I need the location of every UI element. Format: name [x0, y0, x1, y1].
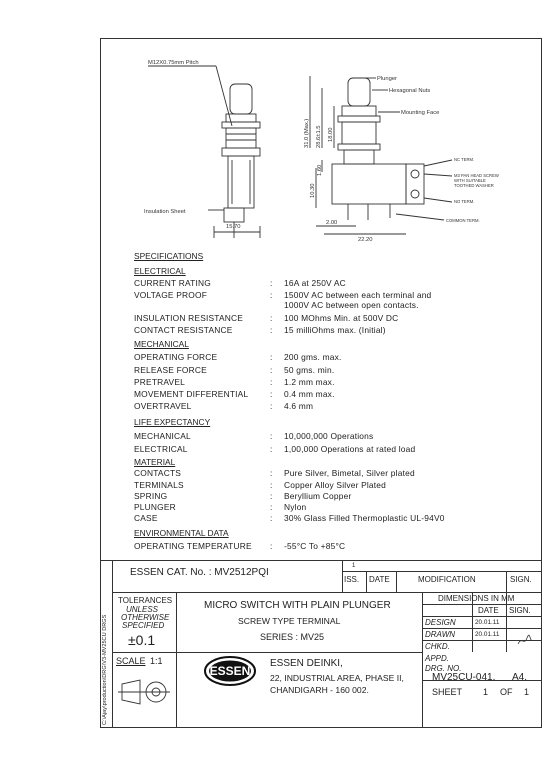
screw-note-line-2: WITH SUITABLE [454, 178, 486, 183]
dim-15-70: 15.70 [226, 224, 241, 230]
specified-label: SPECIFIED [122, 621, 165, 630]
projection-symbol-icon [116, 672, 172, 712]
drawing-title: MICRO SWITCH WITH PLAIN PLUNGER [204, 600, 391, 611]
catalog-number: ESSEN CAT. No. : MV2512PQI [130, 567, 269, 578]
drawing-number: MV25CU-041. [432, 672, 496, 683]
rev-sign-header: SIGN. [510, 575, 532, 584]
essen-logo [204, 656, 256, 686]
design-label: DESIGN [425, 618, 456, 627]
file-path-text: C:\Ajay\production\DRG\V3-MV25CU DRGS [102, 614, 108, 725]
sheet-number: 1 [483, 687, 489, 697]
drawn-label: DRAWN [425, 630, 456, 639]
approval-row-line [422, 604, 542, 605]
rev-table-row-line [342, 571, 542, 572]
signature-mark-icon [514, 630, 534, 650]
screw-note-line-3: TOOTHED WASHER [454, 183, 494, 188]
material-heading: MATERIAL [134, 457, 176, 467]
tolerance-value: ±0.1 [128, 632, 156, 648]
title-block-top-line [100, 560, 542, 561]
series-label: SERIES : MV25 [260, 632, 325, 642]
logo-text: ESSEN [209, 664, 251, 678]
rev-table-divider [396, 571, 397, 592]
scale-label: SCALE [116, 656, 146, 666]
dim-10-30: 10.30 [310, 183, 316, 198]
file-path-strip-line [112, 560, 113, 728]
mounting-face-label: Mounting Face [401, 110, 440, 116]
approval-sign-header: SIGN. [509, 606, 531, 615]
company-name: ESSEN DEINKI, [270, 658, 343, 669]
dim-18-00: 18.00 [328, 127, 334, 142]
plunger-label: Plunger [377, 76, 397, 82]
approval-box-divider [422, 592, 423, 728]
approval-row-line [422, 628, 542, 629]
rev-date-header: DATE [369, 575, 390, 584]
mechanical-heading: MECHANICAL [134, 339, 189, 349]
drawing-number-label: DRG. NO. [425, 664, 462, 673]
sheet-total: 1 [524, 687, 530, 697]
approval-date-header: DATE [478, 606, 499, 615]
modification-header: MODIFICATION [418, 575, 476, 584]
tolerance-box-divider [176, 592, 177, 728]
iss-header: ISS. [344, 575, 360, 584]
rev-table-divider [366, 571, 367, 592]
dimensions-in-mm: DIMENSIONS IN MM [438, 594, 515, 603]
environmental-heading: ENVIRONMENTAL DATA [134, 528, 229, 538]
specifications-heading: SPECIFICATIONS [134, 251, 204, 261]
rev-table-divider [506, 571, 507, 592]
nc-term-label: NC TERM. [454, 157, 475, 162]
design-date: 20.01.11 [475, 619, 500, 626]
company-address-line-1: 22, INDUSTRIAL AREA, PHASE II, [270, 673, 404, 683]
paper-size: A4. [512, 672, 528, 683]
sheet-label: SHEET [432, 687, 463, 697]
no-term-label: NO TERM. [454, 199, 475, 204]
dim-2-00: 2.00 [326, 220, 338, 226]
company-box-line [176, 652, 422, 653]
dim-1-60: 1.60 [317, 164, 323, 176]
approved-label: APPD. [425, 654, 450, 663]
otherwise-label: OTHERWISE [121, 613, 170, 622]
drawing-subtitle: SCREW TYPE TERMINAL [238, 616, 341, 626]
dim-28-6: 28.6±1.5 [316, 125, 322, 148]
life-expectancy-heading: LIFE EXPECTANCY [134, 417, 211, 427]
pitch-label: M12X0.75mm Pitch [148, 60, 199, 66]
company-address-line-2: CHANDIGARH - 160 002. [270, 685, 369, 695]
unless-label: UNLESS [126, 605, 159, 614]
switch-technical-drawing [110, 48, 540, 248]
scale-box-line [112, 652, 176, 653]
dim-31-max: 31.0 (Max.) [304, 118, 310, 148]
tolerances-label: TOLERANCES [118, 596, 173, 605]
rev-table-divider [342, 560, 343, 592]
hex-nuts-label: Hexagonal Nuts [389, 88, 431, 94]
of-label: OF [500, 687, 513, 697]
dim-22-20: 22.20 [358, 237, 373, 243]
drawn-date: 20.01.11 [475, 631, 500, 638]
approval-row-line [422, 616, 542, 617]
checked-label: CHKD. [425, 642, 450, 651]
electrical-heading: ELECTRICAL [134, 266, 186, 276]
insulation-sheet-label: Insulation Sheet [144, 209, 186, 215]
screw-note-line-1: M3 PAN HEAD SCREW [454, 173, 499, 178]
common-term-label: COMMON TERM. [446, 218, 480, 223]
revision-number: 1 [352, 563, 356, 569]
scale-value: 1:1 [150, 656, 163, 666]
